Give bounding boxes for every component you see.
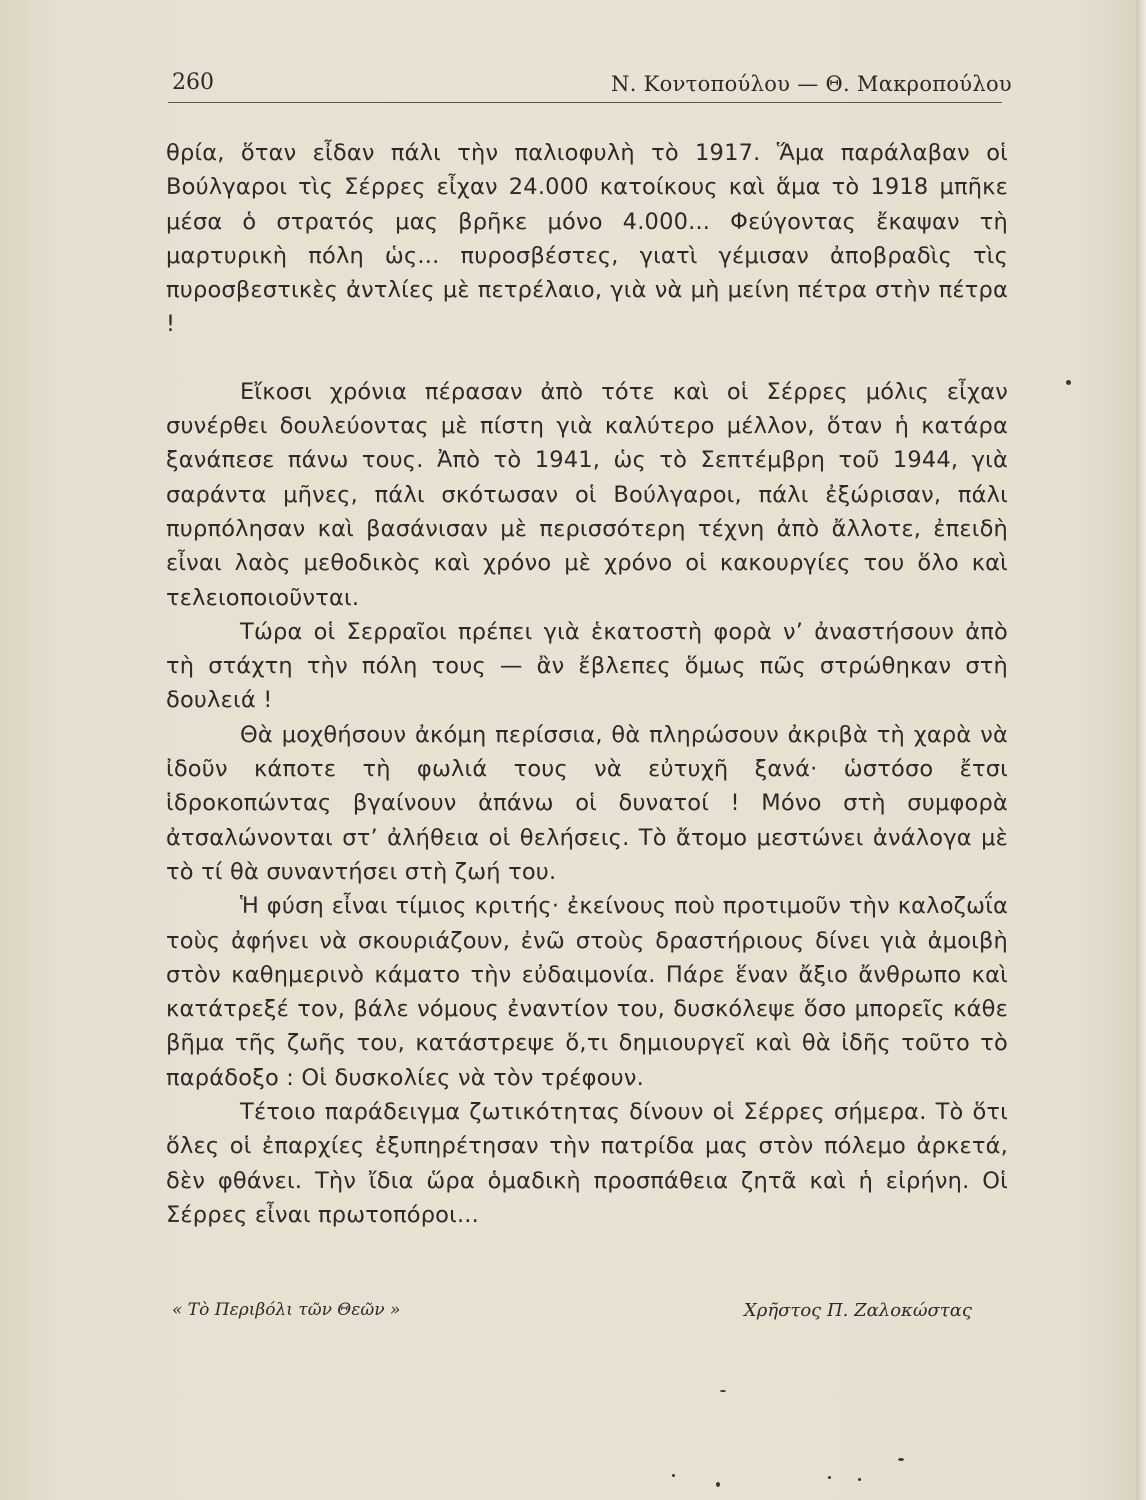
attribution: [172, 1300, 972, 1330]
ink-speck: [858, 1478, 861, 1481]
ink-speck: [672, 1474, 675, 1477]
paragraph-5: Ἡ φύση εἶναι τίμιος κριτής· ἐκείνους ποὺ προτιμοῦν τὴν καλοζωΐα τοὺς ἀφήνει νὰ σκουριάζουν, ἐνῶ στοὺς δραστήριους δίνει γιὰ ἀμοιβὴ στὸν καθημερινὸ κάματο τὴν εὐδαιμονία. Πάρε ἕναν ἄξιο ἄνθρωπο καὶ κατάτρεξέ τον, βάλε νόμους ἐναντίον του, δυσκόλεψε ὅσο μπορεῖς κάθε βῆμα τῆς ζωῆς του, κατάστρεψε ὅ,τι δημιουργεῖ καὶ θὰ ἰδῆς τοῦτο τὸ παράδοξο : Οἱ δυσκολίες νὰ τὸν τρέφουν.: [166, 893, 1008, 1091]
ink-speck: [898, 1458, 904, 1461]
page-header: [172, 70, 1012, 100]
paragraph-1: θρία, ὅταν εἶδαν πάλι τὴν παλιοφυλὴ τὸ 1917. Ἅμα παράλαβαν οἱ Βούλγαροι τὶς Σέρρες εἶχαν 24.000 κατοίκους καὶ ἅμα τὸ 1918 μπῆκε μέσα ὁ στρατός μας βρῆκε μόνο 4.000... Φεύγοντας ἔκαψαν τὴ μαρτυρικὴ πόλη ὡς... πυροσβέστες, γιατὶ γέμισαν ἀποβραδὶς τὶς πυροσβεστικὲς ἀντλίες μὲ πετρέλαιο, γιὰ νὰ μὴ μείνη πέτρα στὴν πέτρα !: [166, 140, 1008, 338]
paragraph-3: Τώρα οἱ Σερραῖοι πρέπει γιὰ ἑκατοστὴ φορὰ ν’ ἀναστήσουν ἀπὸ τὴ στάχτη τὴν πόλη τους — ἂν ἔβλεπες ὅμως πῶς στρώθηκαν στὴ δουλειά !: [166, 618, 1008, 714]
running-head: Ν. Κοντοπούλου — Θ. Μακροπούλου: [611, 72, 1012, 96]
ink-speck: [716, 1482, 720, 1487]
paragraph-2: Εἴκοσι χρόνια πέρασαν ἀπὸ τότε καὶ οἱ Σέρρες μόλις εἶχαν συνέρθει δουλεύοντας μὲ πίστη γιὰ καλύτερο μέλλον, ὅταν ἡ κατάρα ξανάπεσε πάνω τους. Ἀπὸ τὸ 1941, ὡς τὸ Σεπτέμβρη τοῦ 1944, γιὰ σαράντα μῆνες, πάλι σκότωσαν οἱ Βούλγαροι, πάλι ἐξώρισαν, πάλι πυρπόλησαν καὶ βασάνισαν μὲ περισσότερη τέχνη ἀπὸ ἄλλοτε, ἐπειδὴ εἶναι λαὸς μεθοδικὸς καὶ χρόνο μὲ χρόνο οἱ κακουργίες του ὅλο καὶ τελειοποιοῦνται.: [166, 378, 1008, 611]
paragraph-6: Τέτοιο παράδειγμα ζωτικότητας δίνουν οἱ Σέρρες σήμερα. Τὸ ὅτι ὅλες οἱ ἐπαρχίες ἐξυπηρέτησαν τὴν πατρίδα μας στὸν πόλεμο ἀρκετά, δὲν φθάνει. Τὴν ἴδια ὥρα ὁμαδικὴ προσπάθεια ζητᾶ καὶ ἡ εἰρήνη. Οἱ Σέρρες εἶναι πρωτοπόροι...: [166, 1099, 1008, 1228]
page-edge: [1136, 0, 1146, 1500]
ink-speck: [828, 1476, 831, 1479]
author-name: Χρῆστος Π. Ζαλοκώστας: [743, 1300, 972, 1321]
article-body: [166, 136, 1008, 1232]
ink-speck: [1066, 380, 1071, 385]
page-number: 260: [172, 70, 214, 95]
paragraph-4: Θὰ μοχθήσουν ἀκόμη περίσσια, θὰ πληρώσουν ἀκριβὰ τὴ χαρὰ νὰ ἰδοῦν κάποτε τὴ φωλιά τους νὰ εὐτυχῆ ξανά· ὡστόσο ἔτσι ἱδροκοπώντας βγαίνουν ἀπάνω οἱ δυνατοί ! Μόνο στὴ συμφορὰ ἀτσαλώνονται στ’ ἀλήθεια οἱ θελήσεις. Τὸ ἄτομο μεστώνει ἀνάλογα μὲ τὸ τί θὰ συναντήσει στὴ ζωή του.: [166, 721, 1008, 885]
ink-speck: [720, 1390, 726, 1392]
header-rule: [168, 102, 1002, 103]
source-title: « Τὸ Περιβόλι τῶν Θεῶν »: [172, 1300, 401, 1320]
